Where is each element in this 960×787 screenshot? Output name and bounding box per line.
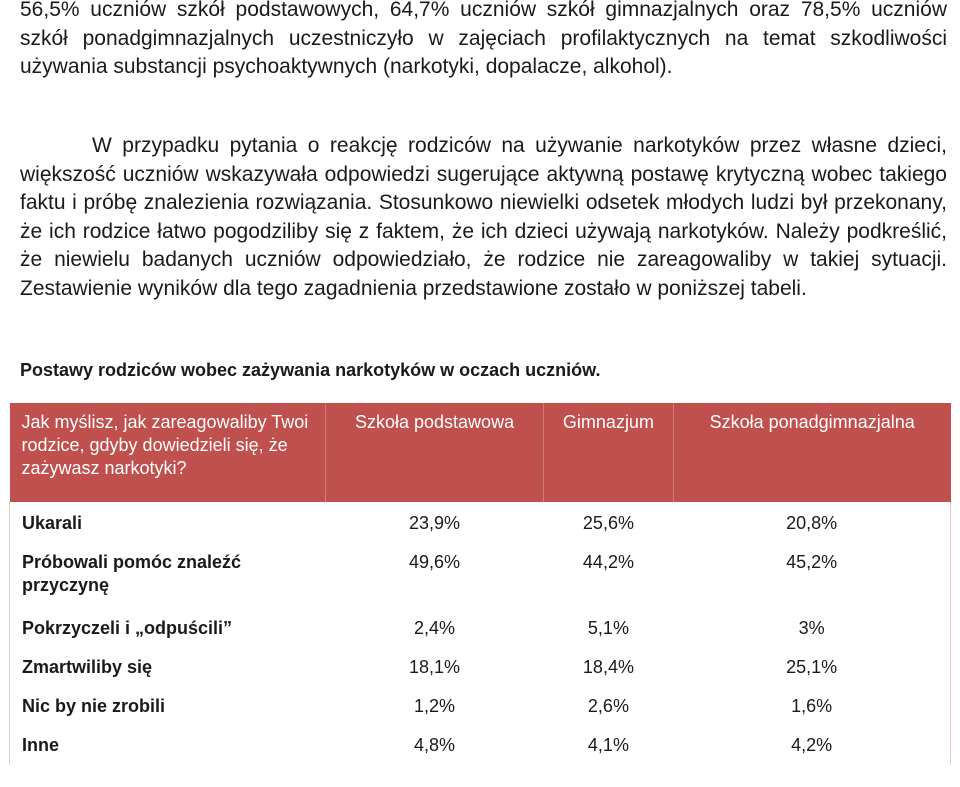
- paragraph-parent-reactions: W przypadku pytania o reakcję rodziców na używanie narkotyków przez własne dzieci, większość uczniów wskazywała odpowiedzi sugerujące aktywną postawę krytyczną wobec takiego faktu i próbę znalezienia rozwiązania. Stosunkowo niewielki odsetek młodych ludzi był przekonany, że ich rodzice łatwo pogodziliby się z faktem, że ich dzieci używają narkotyków. Należy podkreślić, że niewielu badanych uczniów odpowiedziało, że rodzice nie zareagowaliby w takiej sytuacji. Zestawienie wyników dla tego zagadnienia przedstawione zostało w poniższej tabeli.: [20, 134, 947, 300]
- header-question: Jak myślisz, jak zareagowaliby Twoi rodzice, gdyby dowiedzieli się, że zażywasz narkotyki?: [10, 403, 326, 502]
- cell-middle-school: 25,6%: [582, 513, 634, 533]
- cell-middle-school: 5,1%: [587, 618, 629, 638]
- cell-primary-school: 18,1%: [409, 657, 461, 677]
- cell-secondary-school: 1,6%: [791, 696, 833, 716]
- cell-primary-school: 23,9%: [409, 513, 461, 533]
- table-header: [10, 403, 951, 502]
- table-row: [10, 605, 951, 648]
- row-label: Próbowali pomóc znaleźć przyczynę: [22, 552, 242, 595]
- cell-secondary-school: 25,1%: [786, 657, 838, 677]
- row-label: Ukarali: [22, 513, 83, 533]
- header-middle-school: Gimnazjum: [544, 403, 674, 502]
- cell-middle-school: 18,4%: [582, 657, 634, 677]
- table-row: [10, 648, 951, 687]
- cell-secondary-school: 4,2%: [791, 735, 833, 755]
- cell-secondary-school: 45,2%: [786, 552, 838, 572]
- row-label: Nic by nie zrobili: [22, 696, 166, 716]
- table-row: [10, 726, 951, 765]
- header-primary-school: Szkoła podstawowa: [326, 403, 544, 502]
- table-header-row: [10, 403, 951, 502]
- table-row: [10, 502, 951, 543]
- row-label: Inne: [22, 735, 60, 755]
- cell-primary-school: 49,6%: [409, 552, 461, 572]
- cell-primary-school: 2,4%: [414, 618, 456, 638]
- table-row: [10, 543, 951, 605]
- cell-middle-school: 44,2%: [582, 552, 634, 572]
- paragraph-prevention-stats: 56,5% uczniów szkół podstawowych, 64,7% uczniów szkół gimnazjalnych oraz 78,5% uczniów szkół ponadgimnazjalnych uczestniczyło w zajęciach profilaktycznych na temat szkodliwości używania substancji psychoaktywnych (narkotyki, dopalacze, alkohol).: [20, 0, 947, 78]
- table-caption: Postawy rodziców wobec zażywania narkotyków w oczach uczniów.: [20, 360, 601, 380]
- row-label: Pokrzyczeli i „odpuścili”: [22, 618, 233, 638]
- cell-primary-school: 4,8%: [414, 735, 456, 755]
- table-body: [10, 502, 951, 765]
- cell-secondary-school: 3%: [798, 618, 825, 638]
- row-label: Zmartwiliby się: [22, 657, 153, 677]
- table-row: [10, 687, 951, 726]
- header-secondary-school: Szkoła ponadgimnazjalna: [673, 403, 950, 502]
- cell-middle-school: 4,1%: [587, 735, 629, 755]
- cell-primary-school: 1,2%: [414, 696, 456, 716]
- cell-middle-school: 2,6%: [587, 696, 629, 716]
- cell-secondary-school: 20,8%: [786, 513, 838, 533]
- parent-attitudes-table: [9, 403, 951, 765]
